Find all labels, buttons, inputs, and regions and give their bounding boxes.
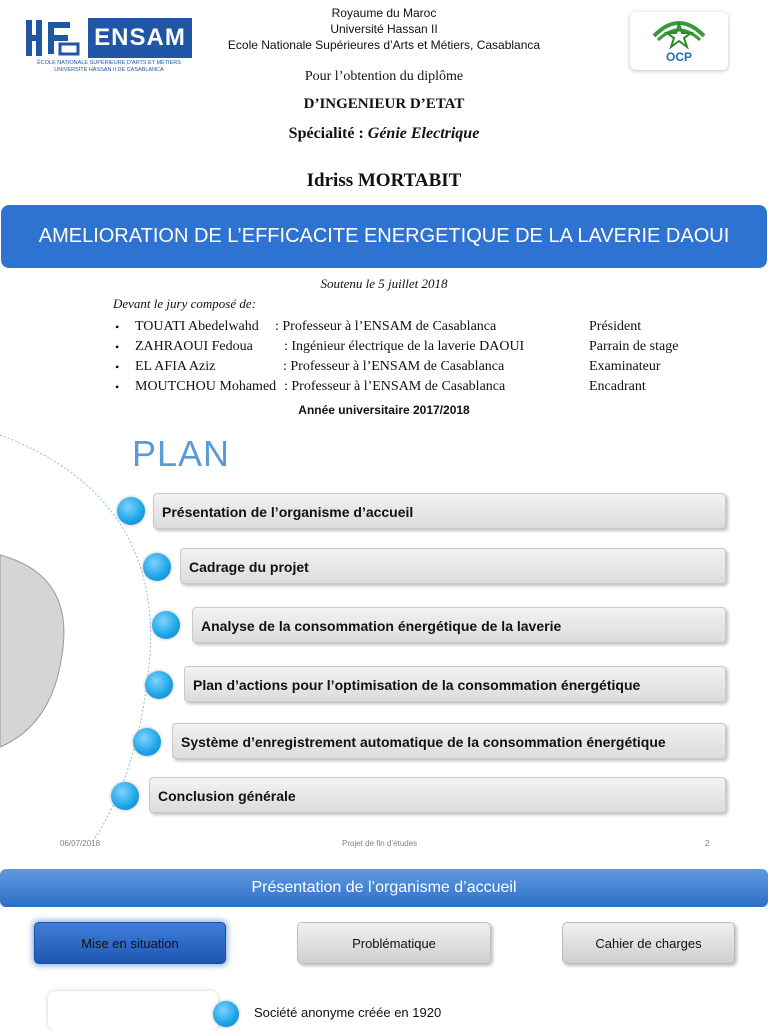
- jury-role: Examinateur: [589, 359, 661, 374]
- author-name: Idriss MORTABIT: [306, 170, 462, 191]
- ensam-wordmark: ENSAM: [88, 18, 192, 58]
- section-title: Présentation de l’organisme d’accueil: [0, 869, 768, 907]
- plan-item[interactable]: Analyse de la consommation énergétique de la laverie: [192, 607, 726, 643]
- jury-desc: : Professeur à l’ENSAM de Casablanca: [275, 319, 497, 334]
- jury-name: ZAHRAOUI Fedoua: [135, 339, 253, 354]
- jury-member: [0, 377, 768, 397]
- plan-item[interactable]: Conclusion générale: [149, 777, 726, 813]
- footer-page-number: 2: [705, 839, 710, 848]
- plan-item[interactable]: Plan d’actions pour l’optimisation de la consommation énergétique: [184, 666, 726, 702]
- ocp-logo: [630, 12, 728, 70]
- header-school: Ecole Nationale Supérieures d’Arts et Métiers, Casablanca: [227, 38, 541, 52]
- plan-item[interactable]: Système d’enregistrement automatique de la consommation énergétique: [172, 723, 726, 759]
- plan-item[interactable]: Présentation de l’organisme d’accueil: [153, 493, 726, 529]
- defense-date: Soutenu le 5 juillet 2018: [320, 276, 448, 291]
- speciality-value: Génie Electrique: [367, 125, 480, 142]
- jury-role: Parrain de stage: [589, 339, 679, 354]
- bullet-dot-icon: [145, 671, 173, 699]
- bullet-icon: •: [115, 320, 120, 334]
- ensam-emblem-icon: [24, 18, 84, 58]
- bullet-dot-icon: [213, 1001, 239, 1027]
- bullet-icon: •: [115, 380, 120, 394]
- header-kingdom: Royaume du Maroc: [331, 6, 437, 20]
- plan-title: PLAN: [132, 433, 231, 474]
- jury-name: MOUTCHOU Mohamed: [135, 379, 277, 394]
- jury-desc: : Ingénieur électrique de la laverie DAOUI: [284, 339, 525, 354]
- jury-member: [0, 357, 768, 377]
- jury-name: EL AFIA Aziz: [135, 359, 216, 374]
- company-fact: Société anonyme créée en 1920: [254, 1005, 442, 1020]
- ocp-emblem-icon: [648, 16, 710, 50]
- academic-year: Année universitaire 2017/2018: [298, 403, 470, 417]
- tab-problematique[interactable]: Problématique: [297, 922, 491, 964]
- bullet-icon: •: [115, 340, 120, 354]
- presentation-slide: [0, 855, 768, 1024]
- thesis-title: AMELIORATION DE L’EFFICACITE ENERGETIQUE DE LA LAVERIE DAOUI: [1, 205, 767, 268]
- tab-mise-en-situation[interactable]: Mise en situation: [34, 922, 226, 964]
- plan-slide: [0, 425, 768, 855]
- speciality-label: Spécialité :: [288, 125, 364, 142]
- footer-title: Projet de fin d’études: [342, 839, 418, 848]
- footer-date: 06/07/2018: [60, 839, 101, 848]
- jury-desc: : Professeur à l’ENSAM de Casablanca: [284, 379, 506, 394]
- jury-member: [0, 337, 768, 357]
- bullet-icon: •: [115, 360, 120, 374]
- jury-member: [0, 317, 768, 337]
- bullet-dot-icon: [111, 782, 139, 810]
- diploma-name: D’INGENIEUR D’ETAT: [303, 96, 465, 112]
- jury-desc: : Professeur à l’ENSAM de Casablanca: [283, 359, 505, 374]
- ensam-university: UNIVERSITÉ HASSAN II DE CASABLANCA: [54, 67, 164, 73]
- diploma-intro: Pour l’obtention du diplôme: [304, 69, 464, 84]
- jury-name: TOUATI Abedelwahd: [135, 319, 259, 334]
- tab-cahier-de-charges[interactable]: Cahier de charges: [562, 922, 735, 964]
- bullet-dot-icon: [133, 728, 161, 756]
- speciality: [0, 125, 768, 143]
- content-card: [48, 991, 218, 1031]
- title-slide: [0, 0, 768, 425]
- jury-role: Encadrant: [589, 379, 646, 394]
- header-university: Université Hassan II: [330, 22, 438, 36]
- bullet-dot-icon: [117, 497, 145, 525]
- bullet-dot-icon: [152, 611, 180, 639]
- ocp-wordmark: OCP: [665, 50, 692, 64]
- ensam-subtitle: ÉCOLE NATIONALE SUPÉRIEURE D'ARTS ET MÉTIERS: [37, 60, 181, 66]
- jury-role: Président: [589, 319, 642, 334]
- bullet-dot-icon: [143, 553, 171, 581]
- plan-item[interactable]: Cadrage du projet: [180, 548, 726, 584]
- jury-intro: Devant le jury composé de:: [113, 296, 256, 311]
